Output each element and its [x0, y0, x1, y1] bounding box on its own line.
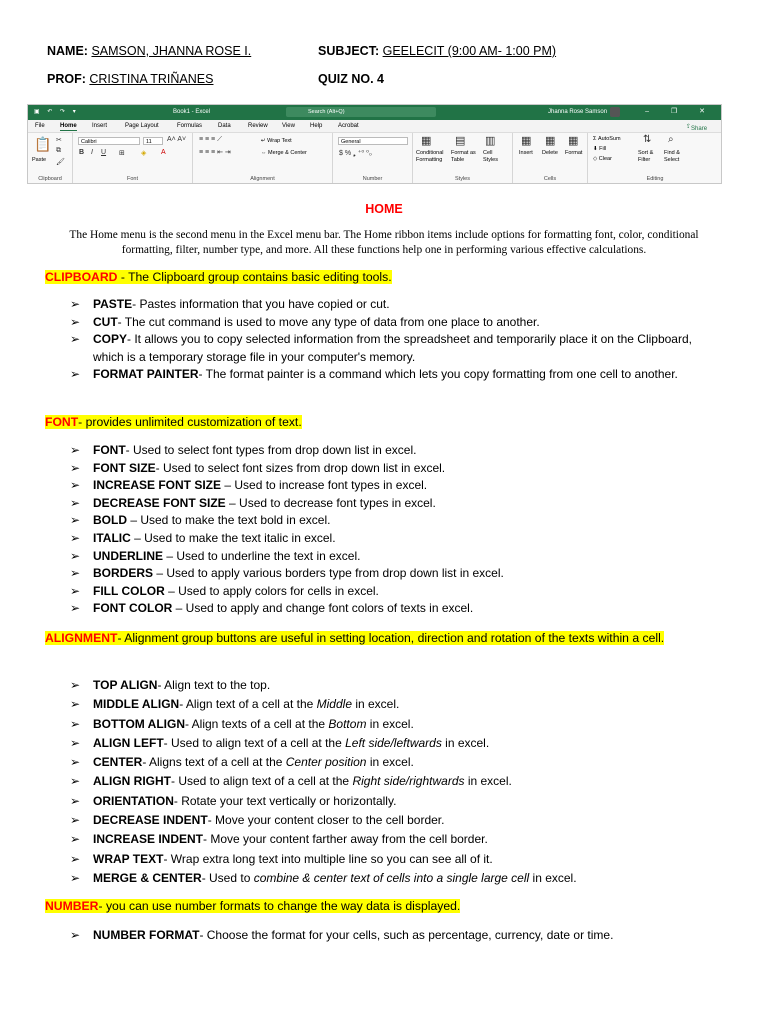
- arrow-bullet-icon: ➢: [70, 870, 81, 885]
- arrow-bullet-icon: ➢: [70, 332, 81, 346]
- format-table-label: Format as Table: [451, 150, 476, 163]
- item-text: - Move your content closer to the cell border.: [207, 813, 445, 828]
- item-term: BOLD: [93, 513, 127, 528]
- item-text-end: in excel.: [441, 735, 490, 750]
- alignment-title: ALIGNMENT: [45, 631, 118, 645]
- group-label-cells: Cells: [543, 176, 557, 182]
- group-font: [73, 133, 193, 184]
- item-term: FONT COLOR: [93, 601, 173, 616]
- arrow-bullet-icon: ➢: [70, 601, 81, 616]
- format-table-icon: ▤: [455, 135, 466, 147]
- item-text: - Move your content farther away from the cell border.: [203, 832, 488, 847]
- item-term: UNDERLINE: [93, 548, 164, 563]
- merge-center-button: ⇔ Merge & Center: [261, 150, 307, 156]
- item-text: - The format painter is a command which lets you copy formatting from one cell to another.: [198, 367, 678, 381]
- autosum-label: AutoSum: [597, 136, 621, 142]
- clear-label: Clear: [598, 156, 612, 162]
- conditional-formatting-icon: ▦: [421, 135, 432, 147]
- group-editing: [588, 133, 722, 184]
- arrow-bullet-icon: ➢: [70, 513, 81, 528]
- list-item: [0, 869, 768, 888]
- cell-styles-label: Cell Styles: [483, 150, 498, 163]
- merge-center-label: Merge & Center: [268, 150, 307, 156]
- arrow-bullet-icon: ➢: [70, 851, 81, 866]
- insert-icon: ▦: [521, 135, 532, 147]
- prof-value: CRISTINA TRIÑANES: [89, 72, 214, 86]
- item-text: - Pastes information that you have copied or cut.: [132, 297, 390, 311]
- format-icon: ▦: [568, 135, 579, 147]
- ribbon-groups: [28, 132, 721, 184]
- fill-color-icon: ◈: [141, 150, 147, 157]
- subject-label: SUBJECT:: [318, 44, 380, 58]
- window-controls-icon: – ❐ ✕: [645, 108, 715, 115]
- list-item: [0, 753, 768, 772]
- arrow-bullet-icon: ➢: [70, 495, 81, 510]
- number-format-icons: $ % ❟ ⁺⁰ ⁰₀: [339, 150, 372, 157]
- arrow-bullet-icon: ➢: [70, 478, 81, 493]
- item-term: INCREASE INDENT: [93, 832, 204, 847]
- subject-value: GEELECIT (9:00 AM- 1:00 PM): [382, 44, 557, 58]
- group-alignment: [193, 133, 333, 184]
- item-term: WRAP TEXT: [93, 851, 164, 866]
- item-text: – Used to apply and change font colors of texts in excel.: [172, 601, 474, 616]
- clipboard-title: CLIPBOARD: [45, 270, 118, 284]
- font-title: FONT: [45, 415, 79, 429]
- bold-icon: B: [79, 149, 85, 156]
- copy-icon: ⧉: [56, 147, 61, 154]
- tab-review: Review: [248, 123, 268, 129]
- quick-access-icons: ▣ ↶ ↷ ▾: [34, 109, 79, 115]
- list-item: [0, 565, 768, 583]
- intro-paragraph: The Home menu is the second menu in the Excel menu bar. The Home ribbon items include options for formatting font, color, conditional formatting, filter, number type, and more. All these functions help one in performing various effective calculations.: [69, 229, 699, 256]
- item-term: FONT SIZE: [93, 460, 156, 475]
- share-button: ⇪ Share: [686, 124, 708, 132]
- item-text: - Wrap extra long text into multiple line so you can see all of it.: [163, 851, 493, 866]
- tab-insert: Insert: [92, 123, 108, 129]
- item-text: – Used to make the text bold in excel.: [127, 513, 331, 528]
- list-item: [0, 772, 768, 791]
- tab-formulas: Formulas: [177, 123, 203, 129]
- item-term: ITALIC: [93, 530, 131, 545]
- item-term: PASTE: [93, 297, 133, 311]
- paste-icon: 📋: [34, 136, 52, 152]
- subject-field: [318, 44, 556, 58]
- sort-filter-label: Sort & Filter: [638, 150, 654, 163]
- item-emphasis: Right side/rightwards: [352, 774, 465, 789]
- font-list: [0, 442, 768, 618]
- item-emphasis: Left side/leftwards: [345, 735, 442, 750]
- arrow-bullet-icon: ➢: [70, 443, 81, 457]
- fill-button: ⬇ Fill: [593, 146, 607, 152]
- arrow-bullet-icon: ➢: [70, 832, 81, 847]
- item-emphasis: Middle: [316, 697, 352, 712]
- workbook-title: Book1 - Excel: [173, 109, 211, 115]
- search-box: [286, 107, 436, 117]
- alignment-desc: - Alignment group buttons are useful in setting location, direction and rotation of the texts within a cell.: [117, 631, 665, 645]
- avatar: [610, 107, 620, 117]
- wrap-text-label: Wrap Text: [267, 138, 292, 144]
- item-emphasis: Center position: [285, 755, 367, 770]
- number-heading: [45, 897, 725, 915]
- arrow-bullet-icon: ➢: [70, 314, 81, 329]
- ribbon-tabs: [28, 120, 721, 132]
- font-size-icons: A˄ A˅: [167, 136, 187, 143]
- sort-filter-icon: ⇅: [643, 134, 652, 145]
- item-text: - Align text of a cell at the: [179, 697, 317, 712]
- item-term: TOP ALIGN: [93, 678, 158, 692]
- paste-label: Paste: [32, 157, 47, 163]
- format-painter-icon: 🖌: [56, 159, 65, 166]
- tab-data: Data: [218, 123, 231, 129]
- list-item: [0, 495, 768, 513]
- item-text-end: in excel.: [529, 870, 577, 885]
- tab-page-layout: Page Layout: [125, 123, 159, 129]
- delete-icon: ▦: [545, 135, 556, 147]
- italic-icon: I: [91, 149, 93, 156]
- alignment-list: [0, 676, 768, 888]
- item-term: COPY: [93, 332, 128, 346]
- group-label-number: Number: [362, 176, 383, 182]
- group-label-font: Font: [126, 176, 138, 182]
- group-number: [333, 133, 413, 184]
- arrow-bullet-icon: ➢: [70, 755, 81, 770]
- item-term: BORDERS: [93, 566, 154, 581]
- cut-icon: ✂: [56, 137, 62, 144]
- number-title: NUMBER: [45, 899, 99, 913]
- list-item: [0, 460, 768, 478]
- arrow-bullet-icon: ➢: [70, 297, 81, 311]
- wrap-text-button: ↵ Wrap Text: [261, 138, 292, 144]
- item-term: DECREASE INDENT: [93, 813, 208, 828]
- list-item: [0, 811, 768, 830]
- list-item: [0, 477, 768, 495]
- arrow-bullet-icon: ➢: [70, 928, 81, 942]
- tab-view: View: [282, 123, 295, 129]
- list-item: [0, 734, 768, 753]
- tab-acrobat: Acrobat: [338, 123, 359, 129]
- item-emphasis: combine & center text of cells into a single large cell: [253, 870, 530, 885]
- tab-home: Home: [60, 123, 77, 129]
- vertical-align-icons: ≡ ≡ ≡ ⟋: [199, 136, 222, 143]
- group-label-alignment: Alignment: [250, 176, 275, 182]
- list-item: [0, 296, 768, 314]
- prof-label: PROF:: [47, 72, 86, 86]
- list-item: [0, 548, 768, 566]
- font-heading: [45, 413, 725, 431]
- clipboard-desc: - The Clipboard group contains basic editing tools.: [117, 270, 392, 284]
- item-term: FONT: [93, 443, 126, 457]
- conditional-formatting-label: Conditional Formatting: [416, 150, 444, 163]
- item-text-end: in excel.: [464, 774, 512, 789]
- font-size-box: 11: [143, 137, 163, 145]
- insert-label: Insert: [519, 150, 533, 156]
- clear-button: ◇ Clear: [593, 156, 612, 162]
- arrow-bullet-icon: ➢: [70, 530, 81, 545]
- item-text: - Choose the format for your cells, such as percentage, currency, date or time.: [199, 928, 614, 942]
- find-select-label: Find & Select: [664, 150, 680, 163]
- arrow-bullet-icon: ➢: [70, 697, 81, 712]
- item-text-end: in excel.: [352, 697, 400, 712]
- quiz-label: QUIZ NO. 4: [318, 72, 384, 86]
- font-name-box: Calibri: [78, 137, 140, 145]
- item-text: – Used to apply colors for cells in excel.: [164, 583, 379, 598]
- item-term: CUT: [93, 314, 118, 329]
- item-text-end: in excel.: [366, 755, 414, 770]
- group-clipboard: [28, 133, 73, 184]
- underline-icon: U: [101, 149, 107, 156]
- list-item: [0, 676, 768, 695]
- arrow-bullet-icon: ➢: [70, 716, 81, 731]
- list-item: [0, 583, 768, 601]
- item-text: – Used to make the text italic in excel.: [130, 530, 336, 545]
- name-field: [47, 44, 251, 58]
- item-text: - Aligns text of a cell at the: [142, 755, 286, 770]
- number-desc: - you can use number formats to change the way data is displayed.: [98, 899, 461, 913]
- delete-label: Delete: [542, 150, 558, 156]
- list-item: [0, 792, 768, 811]
- item-term: MERGE & CENTER: [93, 870, 202, 885]
- alignment-heading: [45, 629, 725, 647]
- prof-field: [47, 72, 213, 86]
- item-term: FILL COLOR: [93, 583, 165, 598]
- clipboard-list: [0, 296, 768, 384]
- item-text: – Used to increase font types in excel.: [221, 478, 428, 493]
- cell-styles-icon: ▥: [485, 135, 496, 147]
- list-item: [0, 314, 768, 332]
- group-label-clipboard: Clipboard: [38, 176, 62, 182]
- list-item: [0, 331, 768, 366]
- item-term: MIDDLE ALIGN: [93, 697, 180, 712]
- tab-file: File: [35, 123, 45, 129]
- item-text: – Used to decrease font types in excel.: [225, 495, 436, 510]
- share-label: Share: [691, 126, 708, 132]
- horizontal-align-icons: ≡ ≡ ≡ ⇤ ⇥: [199, 149, 231, 156]
- item-term: DECREASE FONT SIZE: [93, 495, 226, 510]
- list-item: [0, 695, 768, 714]
- number-format-box: General: [338, 137, 408, 145]
- item-text: - It allows you to copy selected information from the spreadsheet and temporarily place it on the Clipboard, which is a temporary storage file in your computer's memory.: [93, 332, 692, 364]
- list-item: [0, 926, 768, 944]
- arrow-bullet-icon: ➢: [70, 793, 81, 808]
- arrow-bullet-icon: ➢: [70, 367, 81, 381]
- find-select-icon: ⌕: [668, 134, 674, 145]
- group-cells: [513, 133, 588, 184]
- list-item: [0, 850, 768, 869]
- search-text: Search (Alt+Q): [308, 109, 345, 115]
- item-text-end: in excel.: [366, 716, 414, 731]
- item-text: - Align texts of a cell at the: [185, 716, 329, 731]
- autosum-button: Σ AutoSum: [593, 136, 621, 142]
- arrow-bullet-icon: ➢: [70, 548, 81, 563]
- font-desc: - provides unlimited customization of text.: [78, 415, 302, 429]
- item-text: – Used to underline the text in excel.: [163, 548, 361, 563]
- font-color-icon: A: [161, 149, 166, 156]
- number-list: [0, 926, 768, 944]
- item-term: ALIGN RIGHT: [93, 774, 171, 789]
- excel-ribbon-screenshot: [27, 104, 722, 184]
- arrow-bullet-icon: ➢: [70, 566, 81, 581]
- arrow-bullet-icon: ➢: [70, 774, 81, 789]
- item-text: – Used to apply various borders type from drop down list in excel.: [153, 566, 504, 581]
- name-label: NAME:: [47, 44, 88, 58]
- item-text: - Used to align text of a cell at the: [171, 774, 353, 789]
- list-item: [0, 366, 768, 384]
- arrow-bullet-icon: ➢: [70, 583, 81, 598]
- borders-icon: ⊞: [119, 150, 125, 157]
- item-text: - Used to select font sizes from drop down list in excel.: [155, 460, 446, 475]
- format-label: Format: [565, 150, 583, 156]
- item-term: INCREASE FONT SIZE: [93, 478, 222, 493]
- arrow-bullet-icon: ➢: [70, 678, 81, 692]
- item-text: - The cut command is used to move any type of data from one place to another.: [117, 314, 540, 329]
- item-term: NUMBER FORMAT: [93, 928, 200, 942]
- item-term: BOTTOM ALIGN: [93, 716, 185, 731]
- item-term: FORMAT PAINTER: [93, 367, 199, 381]
- group-styles: [413, 133, 513, 184]
- arrow-bullet-icon: ➢: [70, 460, 81, 475]
- list-item: [0, 530, 768, 548]
- item-term: ORIENTATION: [93, 793, 174, 808]
- arrow-bullet-icon: ➢: [70, 735, 81, 750]
- item-text: - Used to align text of a cell at the: [163, 735, 346, 750]
- group-label-editing: Editing: [646, 176, 664, 182]
- excel-titlebar: [28, 105, 721, 120]
- list-item: [0, 600, 768, 618]
- item-term: CENTER: [93, 755, 143, 770]
- tab-help: Help: [310, 123, 323, 129]
- item-text: - Used to select font types from drop down list in excel.: [125, 443, 417, 457]
- clipboard-heading: [45, 268, 725, 286]
- item-term: ALIGN LEFT: [93, 735, 164, 750]
- list-item: [0, 830, 768, 849]
- item-text: - Rotate your text vertically or horizontally.: [173, 793, 397, 808]
- user-name: Jhanna Rose Samson: [548, 109, 608, 115]
- arrow-bullet-icon: ➢: [70, 813, 81, 828]
- page-title: HOME: [365, 202, 403, 216]
- group-label-styles: Styles: [455, 176, 470, 182]
- item-emphasis: Bottom: [328, 716, 367, 731]
- list-item: [0, 442, 768, 460]
- fill-label: Fill: [599, 146, 607, 152]
- item-text: - Align text to the top.: [157, 678, 271, 692]
- item-text: - Used to: [201, 870, 254, 885]
- name-value: SAMSON, JHANNA ROSE I.: [91, 44, 252, 58]
- list-item: [0, 715, 768, 734]
- list-item: [0, 512, 768, 530]
